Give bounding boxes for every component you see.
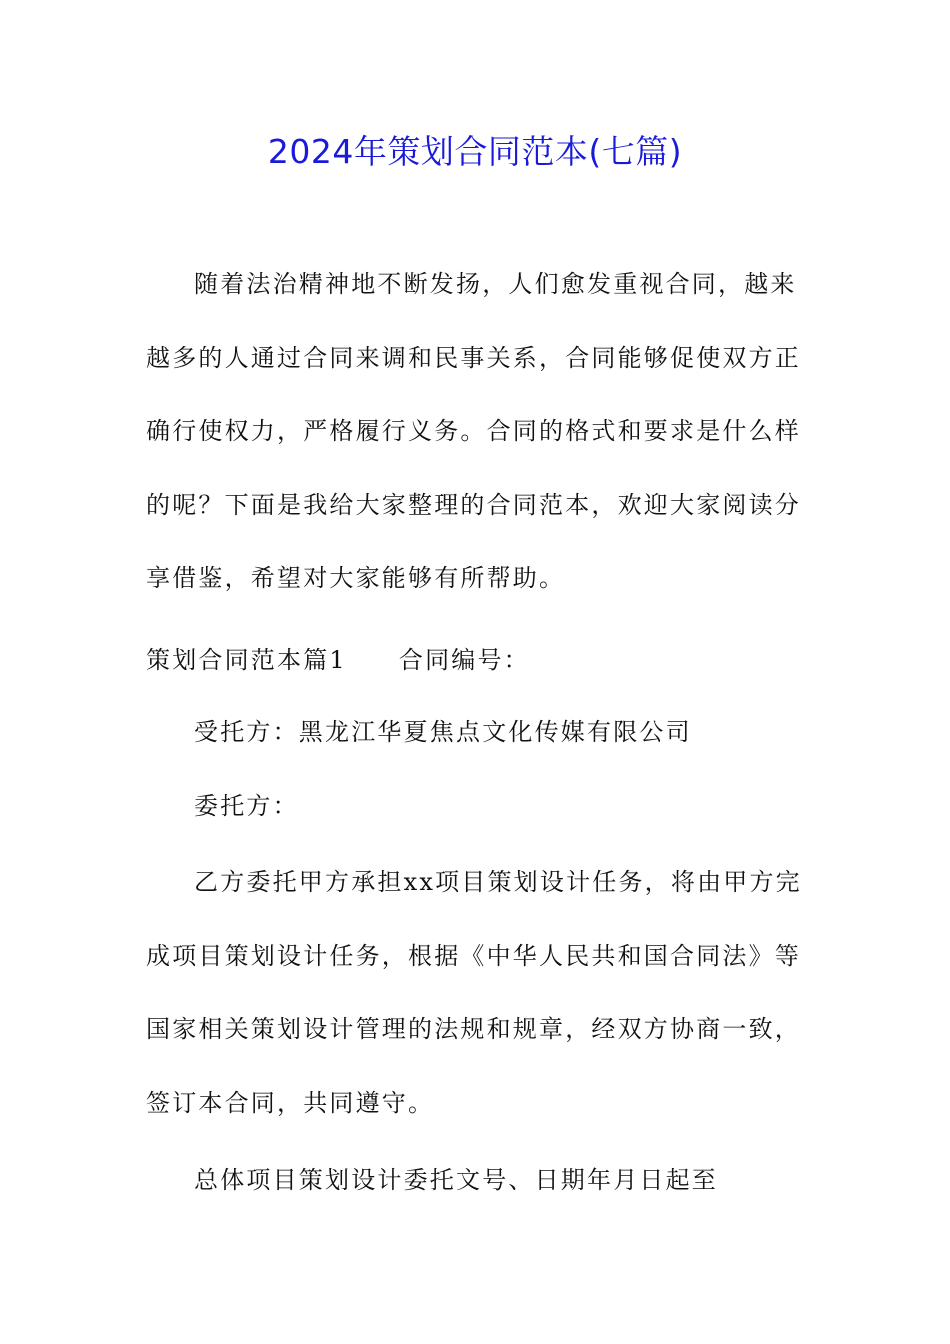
document-title: 2024年策划合同范本(七篇) <box>267 132 683 171</box>
section-heading: 策划合同范本篇1 <box>146 646 347 674</box>
contract-number-label: 合同编号： <box>398 646 530 674</box>
main-paragraph: 乙方委托甲方承担xx项目策划设计任务，将由甲方完成项目策划设计任务，根据《中华人民共和国合同法》等国家相关策划设计管理的法规和规章，经双方协商一致，签订本合同，共同遵守。 <box>146 868 802 1117</box>
intro-paragraph: 随着法治精神地不断发扬，人们愈发重视合同，越来越多的人通过合同来调和民事关系，合同能够促使双方正确行使权力，严格履行义务。合同的格式和要求是什么样的呢？下面是我给大家整理的合同范本，欢迎大家阅读分享借鉴，希望对大家能够有所帮助。 <box>146 270 801 592</box>
trustee-line: 受托方：黑龙江华夏焦点文化传媒有限公司 <box>194 718 692 746</box>
last-line: 总体项目策划设计委托文号、日期年月日起至 <box>194 1166 718 1194</box>
entrustor-line: 委托方： <box>194 792 299 820</box>
section-heading-line <box>146 624 808 698</box>
